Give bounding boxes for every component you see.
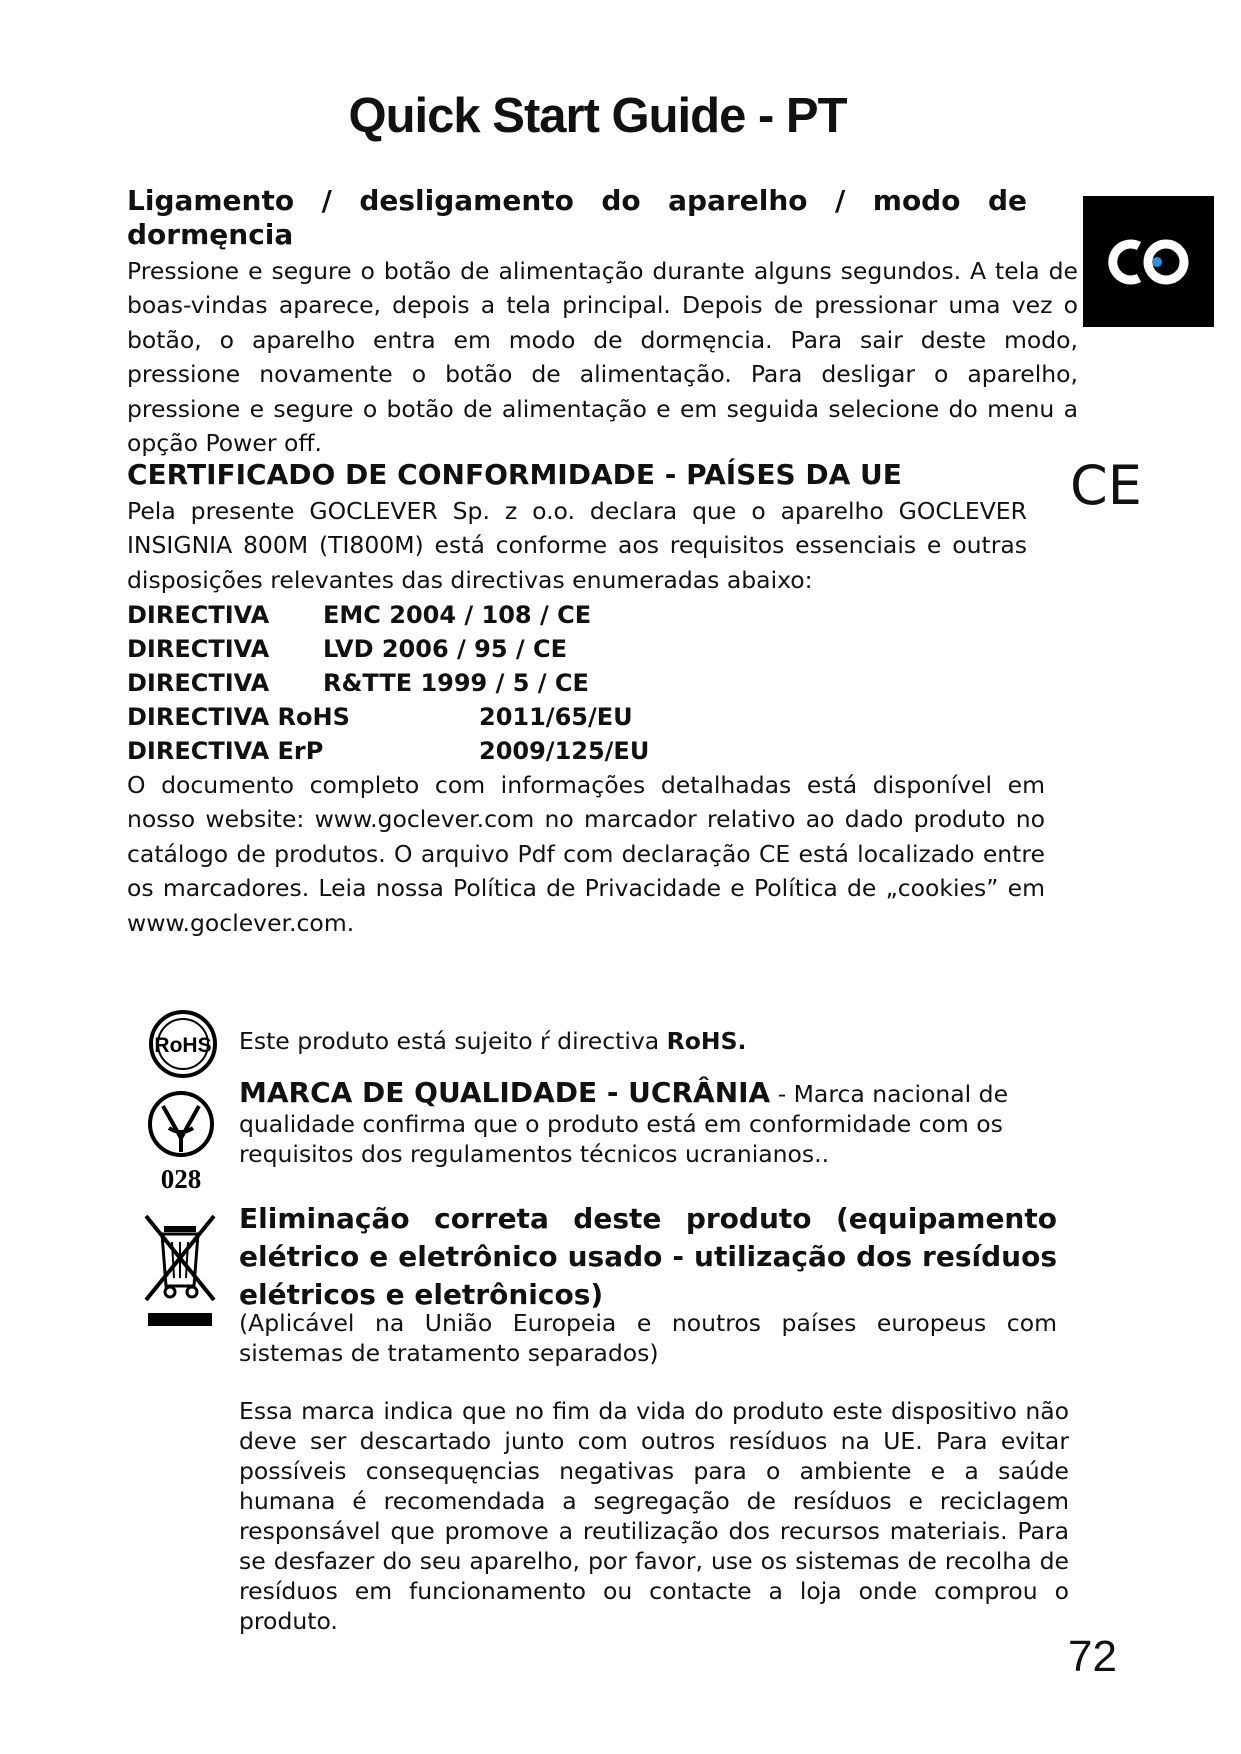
ukraine-text: - Marca nacional de qualidade confirma que o produto está em conformidade com os requisitos dos regulamentos técnicos ucranianos..: [239, 1080, 1009, 1168]
weee-heading: Eliminação correta deste produto (equipamento elétrico e eletrônico usado - utilização dos resíduos elétricos e eletrônicos): [239, 1202, 1057, 1311]
cert-intro: Pela presente GOCLEVER Sp. z o.o. declara que o aparelho GOCLEVER INSIGNIA 800M (TI800M) está conforme aos requisitos essenciais e outras disposições relevantes das directivas enumeradas abaixo:: [127, 497, 1027, 594]
goclever-logo-icon: [1099, 232, 1199, 292]
directive-value: R&TTE 1999 / 5 / CE: [323, 669, 589, 697]
directive-label: DIRECTIVA ErP: [127, 737, 324, 765]
weee-bin-icon: [140, 1210, 220, 1334]
directive-value: 2009/125/EU: [479, 737, 650, 765]
svg-text:028: 028: [160, 1164, 202, 1194]
ce-mark: CE: [1070, 454, 1142, 517]
directive-value: LVD 2006 / 95 / CE: [323, 635, 567, 663]
svg-text:RoHS: RoHS: [154, 1034, 212, 1057]
weee-subtitle: (Aplicável na União Europeia e noutros países europeus com sistemas de tratamento separados): [239, 1309, 1057, 1367]
weee-text: Essa marca indica que no fim da vida do produto este dispositivo não deve ser descartado junto com outros resíduos na UE. Para evitar possíveis consequęncias negativas para o ambiente e a saúde humana é recomendada a segregação de resíduos e reciclagem responsável que promove a reutilização dos recursos materiais. Para se desfazer do seu aparelho, por favor, use os sistemas de recolha de resíduos em funcionamento ou contacte a loja onde comprou o produto.: [239, 1397, 1069, 1635]
directive-label: DIRECTIVA: [127, 635, 270, 663]
power-heading: Ligamento / desligamento do aparelho / modo de dormęncia: [127, 184, 1027, 251]
ukraine-heading: MARCA DE QUALIDADE - UCRÂNIA: [239, 1076, 771, 1109]
directive-label: DIRECTIVA: [127, 601, 270, 629]
power-text: Pressione e segure o botão de alimentação durante alguns segundos. A tela de boas-vindas aparece, depois a tela principal. Depois de pressionar uma vez o botão, o aparelho entra em modo de dormęncia. Para sair deste modo, pressione novamente o botão de alimentação. Para desligar o aparelho, pressione e segure o botão de alimentação e em seguida selecione do menu a opção Power off.: [127, 257, 1078, 458]
cert-heading: CERTIFICADO DE CONFORMIDADE - PAÍSES DA UE: [127, 458, 902, 491]
ukraine-section: [239, 1078, 1069, 1169]
cert-footer-text: O documento completo com informações detalhadas está disponível em nosso website: www.goclever.com no marcador relativo ao dado produto no catálogo de produtos. O arquivo Pdf com declaração CE está localizado entre os marcadores. Leia nossa Política de Privacidade e Política de „cookies” em www.goclever.com.: [127, 771, 1045, 937]
rohs-icon: [147, 1008, 219, 1084]
directive-label: DIRECTIVA RoHS: [127, 703, 350, 731]
ukraine-quality-icon: [145, 1088, 217, 1202]
page-title: Quick Start Guide - PT: [348, 89, 847, 143]
directive-value: EMC 2004 / 108 / CE: [323, 601, 592, 629]
directive-value: 2011/65/EU: [479, 703, 633, 731]
directive-label: DIRECTIVA: [127, 669, 270, 697]
goclever-logo: [1083, 196, 1214, 327]
rohs-text: Este produto está sujeito ŕ directiva RoHS.: [239, 1027, 747, 1055]
page-number: 72: [1068, 1632, 1117, 1681]
